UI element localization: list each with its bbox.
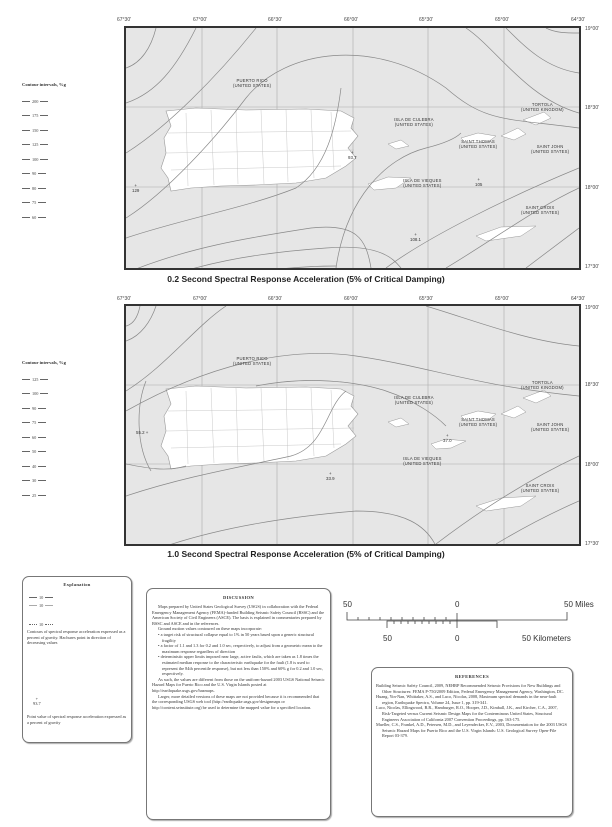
reference-item: Mueller, C.S., Frankel, A.D., Petersen, M.D., and Leyendecker, E.V., 2003, Documentation for the 2003 USGS Seismic Hazard Maps for Puerto Rico and the U.S. Virgin Islands: U.S. Geological Survey Open-File Report 03-379. <box>376 722 567 739</box>
place-label-saint-thomas: SAINT THOMAS (UNITED STATES) <box>459 417 498 427</box>
lon-tick: 66°30' <box>268 17 283 23</box>
lon-tick: 67°30' <box>117 296 132 302</box>
lon-tick: 67°00' <box>193 17 208 23</box>
lon-tick: 67°30' <box>117 17 132 23</box>
lon-tick: 65°30' <box>419 296 434 302</box>
place-label-saint-croix: SAINT CROIX (UNITED STATES) <box>521 205 560 215</box>
reference-item: Building Seismic Safety Council, 2009, NEHRP Recommended Seismic Provisions for New Buildings and Other Structures: FEMA P-750/2009 Edition, Federal Emergency Management Agency, Washington, DC. <box>376 683 564 694</box>
lat-tick: 19°00' <box>585 26 600 32</box>
place-label-puerto-rico: PUERTO RICO (UNITED STATES) <box>233 356 272 366</box>
contour-legend-item: 25 <box>22 493 46 498</box>
reference-item: Luco, Nicolas, Ellingwood, B.R., Hamburger, R.O., Hooper, J.D., Kimball, J.K., and Kircher, C.A., 2007, Risk-Targeted versus Current Seismic Design Maps for the Conterminous United States, Structural Engineers Association of California 2007 Convention Proceedings, pp. 163-175. <box>376 705 558 722</box>
reference-item: Huang, Yin-Nan, Whittaker, A.S., and Luco, Nicolas, 2008, Maximum spectral demands in the near-fault region, Earthquake Spectra, Volume 24, Issue 1, pp. 319-341. <box>376 694 557 705</box>
place-label-tortola: TORTOLA (UNITED KINGDOM) <box>521 380 564 390</box>
place-label-saint-john: SAINT JOHN (UNITED STATES) <box>531 422 570 432</box>
scale-bar-graphic <box>345 610 575 632</box>
contour-sample-thin: 10 <box>29 603 53 608</box>
map-graphics <box>126 28 579 268</box>
lon-tick: 66°00' <box>344 17 359 23</box>
map-frame <box>124 26 581 270</box>
discussion-box <box>146 588 331 820</box>
explanation-box <box>22 576 132 743</box>
lon-tick: 67°00' <box>193 296 208 302</box>
point-value: + 129 <box>132 183 140 193</box>
contour-legend-item: 200 <box>22 99 48 104</box>
map-title: 1.0 Second Spectral Response Acceleration (5% of Critical Damping) <box>167 549 445 559</box>
lat-tick: 18°30' <box>585 105 600 111</box>
references-title: REFERENCES <box>455 674 489 679</box>
contour-legend-item: 100 <box>22 157 48 162</box>
point-value: + 108.1 <box>410 232 421 242</box>
contour-legend-item: 100 <box>22 391 48 396</box>
contour-legend-item: 50 <box>22 449 46 454</box>
lat-tick: 18°00' <box>585 462 600 468</box>
explanation-point-text: Point value of spectral response acceleration expressed as a percent of gravity <box>27 714 127 725</box>
discussion-para-1: Maps prepared by United States Geological Survey (USGS) in collaboration with the Federal Emergency Management Agency (FEMA)-funded Building Seismic Safety Council (BSSC) and the American Society of Civil Engineers (ASCE). The basis is explained in commentaries prepared by BSSC and ASCE and in the references. <box>152 604 325 626</box>
map-frame <box>124 304 581 546</box>
explanation-title: Explanation <box>63 582 91 587</box>
place-label-culebra: ISLA DE CULEBRA (UNITED STATES) <box>394 395 434 405</box>
contour-legend-item: 75 <box>22 200 46 205</box>
discussion-title: DISCUSSION <box>222 595 255 600</box>
contour-sample-solid: 10 <box>29 595 53 600</box>
scale-miles-right: 50 Miles <box>564 600 594 609</box>
discussion-para-3: As such, the values are different from those on the uniform-hazard 2003 USGS National Seismic Hazard Maps for Puerto Rico and the U.S. Virgin Islands posted at http://earthquake.usgs.gov/hazmaps. <box>152 676 325 693</box>
lat-tick: 19°00' <box>585 305 600 311</box>
point-value: + 93.7 <box>348 150 357 160</box>
discussion-bullet: • a factor of 1.1 and 1.3 for 0.2 and 1.0 sec, respectively, to adjust from a geometric mean to the maximum response regardless of direction <box>158 643 323 654</box>
scale-km-left: 50 <box>383 634 392 643</box>
point-sample: + 93.7 <box>33 696 41 706</box>
contour-legend-title: Contour intervals, %g <box>22 82 66 87</box>
scale-miles-mid: 0 <box>455 600 460 609</box>
contour-legend-item: 75 <box>22 420 46 425</box>
lon-tick: 64°30' <box>571 296 586 302</box>
lon-tick: 65°00' <box>495 296 510 302</box>
discussion-bullet: • a target risk of structural collapse equal to 1% in 50 years based upon a generic structural fragility <box>158 631 314 643</box>
lat-tick: 18°30' <box>585 382 600 388</box>
discussion-bullet: • deterministic upper limits imposed near large, active faults, which are taken as 1.8 times the estimated median response to the characteristic earthquake for the fault (1.8 is used to represent the 84th percentile response), but not less than 150% and 60% g for 0.2 and 1.0 sec, respectively. <box>158 654 323 677</box>
references-box <box>371 667 573 817</box>
lat-tick: 18°00' <box>585 185 600 191</box>
lon-tick: 66°00' <box>344 296 359 302</box>
scale-miles-left: 50 <box>343 600 352 609</box>
contour-legend-item: 150 <box>22 128 48 133</box>
contour-legend-item: 125 <box>22 142 48 147</box>
point-value: + 37.0 <box>443 433 452 443</box>
lon-tick: 65°30' <box>419 17 434 23</box>
place-label-puerto-rico: PUERTO RICO (UNITED STATES) <box>233 78 272 88</box>
map-title: 0.2 Second Spectral Response Acceleration (5% of Critical Damping) <box>167 274 445 284</box>
place-label-vieques: ISLA DE VIEQUES (UNITED STATES) <box>403 456 442 466</box>
place-label-saint-john: SAINT JOHN (UNITED STATES) <box>531 144 570 154</box>
point-value: + 33.9 <box>326 471 335 481</box>
contour-legend-item: 125 <box>22 377 48 382</box>
place-label-saint-croix: SAINT CROIX (UNITED STATES) <box>521 483 560 493</box>
place-label-vieques: ISLA DE VIEQUES (UNITED STATES) <box>403 178 442 188</box>
lon-tick: 66°30' <box>268 296 283 302</box>
contour-legend-item: 40 <box>22 464 46 469</box>
contour-legend-item: 175 <box>22 113 48 118</box>
lat-tick: 17°30' <box>585 264 600 270</box>
contour-legend-item: 30 <box>22 478 46 483</box>
lon-tick: 64°30' <box>571 17 586 23</box>
map-graphics <box>126 306 579 544</box>
scale-km-right: 50 Kilometers <box>522 634 571 643</box>
contour-legend-item: 80 <box>22 186 46 191</box>
contour-legend-item: 60 <box>22 215 46 220</box>
point-value: + 105 <box>475 177 483 187</box>
place-label-saint-thomas: SAINT THOMAS (UNITED STATES) <box>459 139 498 149</box>
contour-legend-item: 90 <box>22 171 46 176</box>
discussion-para-4: Larger, more detailed versions of these maps are not provided because it is recommended that the corresponding USGS web tool (http://earthquake.usgs.gov/designmaps or http://content.seinstitute.org) be used to determine the mapped value for a specified location. <box>152 693 320 710</box>
contour-legend-item: 90 <box>22 406 46 411</box>
point-value: 55.2 + <box>136 430 149 435</box>
place-label-culebra: ISLA DE CULEBRA (UNITED STATES) <box>394 117 434 127</box>
contour-legend-item: 60 <box>22 435 46 440</box>
lat-tick: 17°30' <box>585 541 600 547</box>
contour-sample-hachured: 10 <box>29 622 53 627</box>
discussion-para-2: Ground motion values contoured on these maps incorporate: <box>158 626 262 632</box>
contour-legend-title: Contour intervals, %g <box>22 360 66 365</box>
scale-km-mid: 0 <box>455 634 460 643</box>
place-label-tortola: TORTOLA (UNITED KINGDOM) <box>521 102 564 112</box>
explanation-contour-text: Contours of spectral response acceleration expressed as a percent of gravity. Hachures point in direction of decreasing values <box>27 629 126 646</box>
lon-tick: 65°00' <box>495 17 510 23</box>
